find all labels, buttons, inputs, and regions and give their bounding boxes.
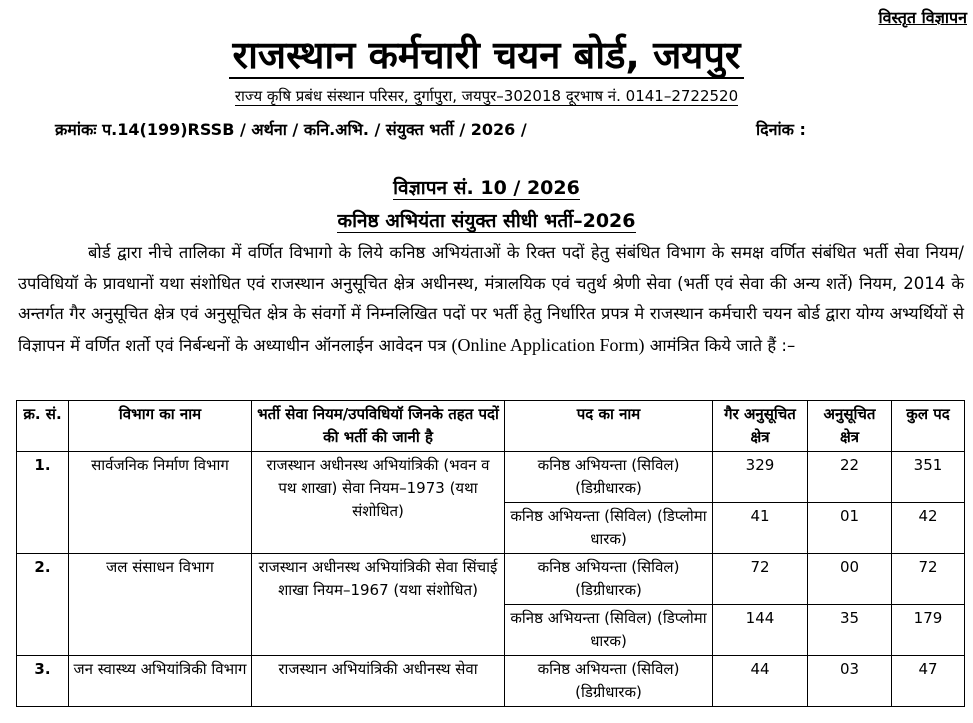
- rules-cell: राजस्थान अभियांत्रिकी अधीनस्थ सेवा: [252, 656, 505, 707]
- board-name: राजस्थान कर्मचारी चयन बोर्ड, जयपुर: [229, 33, 745, 79]
- total-cell: 72: [892, 554, 965, 605]
- scheduled-cell: 22: [808, 452, 892, 503]
- department-cell: जन स्वास्थ्य अभियांत्रिकी विभाग: [69, 656, 252, 707]
- intro-text: बोर्ड द्वारा नीचे तालिका में वर्णित विभागो के लिये कनिष्ठ अभियंताओं के रिक्त पदों हेतु संबंधित विभाग के समक्ष वर्णित संबंधित भर्ती सेवा नियम/उपविधियॉ के प्रावधानों यथा संशोधित एवं राजस्थान अनुसूचित क्षेत्र अधीनस्थ, मंत्रालयिक एवं चतुर्थ श्रेणी सेवा (भर्ती एवं सेवा की अन्य शर्ते) नियम, 2014 के अन्तर्गत गैर अनुसूचित क्षेत्र एवं अनुसूचित क्षेत्र के संवर्गो में निम्नलिखित पदों पर भर्ती हेतु निर्धारित प्रपत्र मे राजस्थान कर्मचारी चयन बोर्ड द्वारा योग्य अभ्यर्थियों से विज्ञापन में वर्णित शर्तो एवं निर्बन्धनों के अध्याधीन ऑनलाईन आवेदन पत्र: [18, 243, 964, 355]
- table-header-row: [17, 401, 965, 452]
- col-header-scheduled: अनुसूचित क्षेत्र: [808, 401, 892, 452]
- intro-english-text: (Online Application Form): [451, 334, 645, 355]
- post-cell: कनिष्ठ अभियन्ता (सिविल) (डिग्रीधारक): [505, 656, 713, 707]
- col-header-serial: क्र. सं.: [17, 401, 69, 452]
- intro-paragraph: [18, 238, 964, 361]
- page-title: [0, 28, 973, 80]
- col-header-post: पद का नाम: [505, 401, 713, 452]
- board-address: [0, 86, 973, 106]
- non-scheduled-cell: 72: [713, 554, 808, 605]
- department-cell: सार्वजनिक निर्माण विभाग: [69, 452, 252, 554]
- non-scheduled-cell: 329: [713, 452, 808, 503]
- reference-number: क्रमांकः प.14(199)RSSB / अर्थना / कनि.अभि. / संयुक्त भर्ती / 2026 /: [55, 120, 527, 139]
- total-cell: 42: [892, 503, 965, 554]
- advertisement-number-text: विज्ञापन सं. 10 / 2026: [393, 177, 580, 199]
- total-cell: 179: [892, 605, 965, 656]
- post-cell: कनिष्ठ अभियन्ता (सिविल) (डिग्रीधारक): [505, 452, 713, 503]
- intro-text-end: आमंत्रित किये जाते हैं :–: [649, 335, 796, 355]
- advertisement-subject: [0, 207, 973, 233]
- address-text: राज्य कृषि प्रबंध संस्थान परिसर, दुर्गापुरा, जयपुर–302018 दूरभाष नं. 0141–2722520: [234, 87, 739, 105]
- serial-cell: 2.: [17, 554, 69, 656]
- scheduled-cell: 00: [808, 554, 892, 605]
- table-row: [17, 656, 965, 707]
- scheduled-cell: 03: [808, 656, 892, 707]
- department-cell: जल संसाधन विभाग: [69, 554, 252, 656]
- non-scheduled-cell: 41: [713, 503, 808, 554]
- scheduled-cell: 01: [808, 503, 892, 554]
- non-scheduled-cell: 44: [713, 656, 808, 707]
- rules-cell: राजस्थान अधीनस्थ अभियांत्रिकी सेवा सिंचाई शाखा नियम–1967 (यथा संशोधित): [252, 554, 505, 656]
- vacancy-table: [16, 400, 965, 707]
- advertisement-subject-text: कनिष्ठ अभियंता संयुक्त सीधी भर्ती–2026: [337, 210, 636, 232]
- total-cell: 351: [892, 452, 965, 503]
- scheduled-cell: 35: [808, 605, 892, 656]
- detailed-advertisement-link[interactable]: विस्तृत विज्ञापन: [878, 8, 967, 27]
- serial-cell: 1.: [17, 452, 69, 554]
- rules-cell: राजस्थान अधीनस्थ अभियांत्रिकी (भवन व पथ शाखा) सेवा नियम–1973 (यथा संशोधित): [252, 452, 505, 554]
- table-row: [17, 554, 965, 605]
- col-header-rules: भर्ती सेवा नियम/उपविधियॉ जिनके तहत पदों की भर्ती की जानी है: [252, 401, 505, 452]
- non-scheduled-cell: 144: [713, 605, 808, 656]
- post-cell: कनिष्ठ अभियन्ता (सिविल) (डिप्लोमा धारक): [505, 503, 713, 554]
- col-header-total: कुल पद: [892, 401, 965, 452]
- post-cell: कनिष्ठ अभियन्ता (सिविल) (डिग्रीधारक): [505, 554, 713, 605]
- serial-cell: 3.: [17, 656, 69, 707]
- col-header-non-scheduled: गैर अनुसूचित क्षेत्र: [713, 401, 808, 452]
- table-row: [17, 452, 965, 503]
- advertisement-number: [0, 174, 973, 200]
- total-cell: 47: [892, 656, 965, 707]
- date-label: दिनांक :: [756, 120, 806, 139]
- col-header-department: विभाग का नाम: [69, 401, 252, 452]
- post-cell: कनिष्ठ अभियन्ता (सिविल) (डिप्लोमा धारक): [505, 605, 713, 656]
